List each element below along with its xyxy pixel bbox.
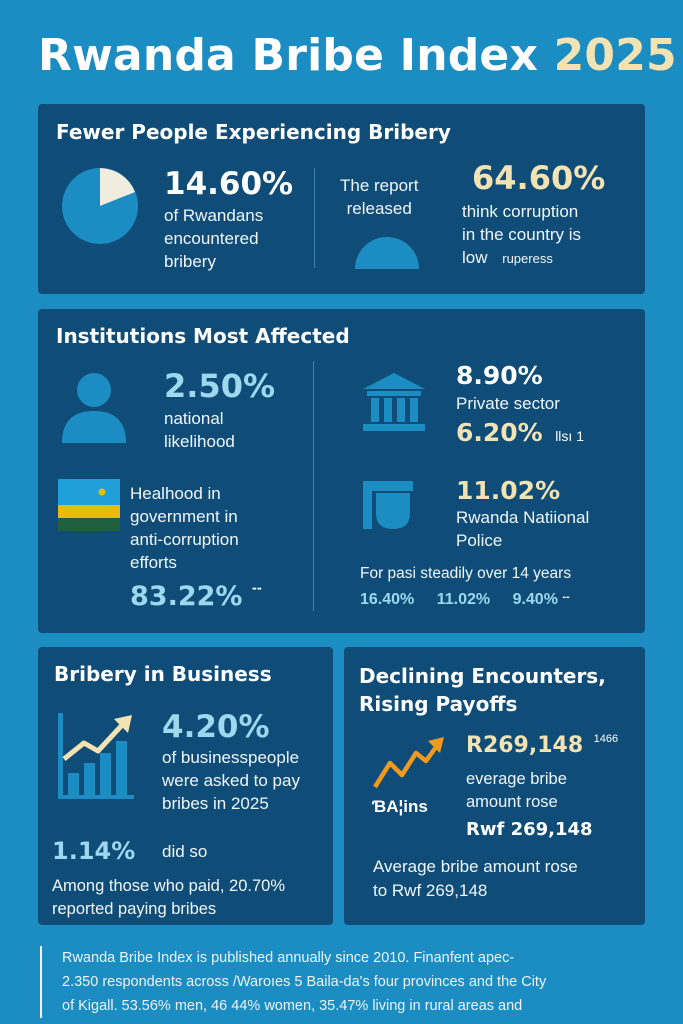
business-asked-pct: 4.20% <box>162 709 270 745</box>
desc-line: of businesspeople <box>162 748 300 767</box>
desc-line: were asked to pay <box>162 771 300 790</box>
desc-line: in the country is <box>462 225 582 244</box>
desc-line: released <box>346 199 412 218</box>
desc-line: everage bribe <box>466 770 567 788</box>
panel-title: Fewer People Experiencing Bribery <box>56 120 451 144</box>
avg-amount-desc <box>466 768 567 814</box>
stat-bribery-pct: 14.60% <box>164 166 294 202</box>
divider <box>313 361 314 611</box>
page-title <box>38 30 677 81</box>
trend-value: 9.40% <box>512 591 558 608</box>
national-likelihood-desc <box>164 407 235 453</box>
police-officer-icon <box>360 475 416 531</box>
business-asked-desc <box>162 746 300 815</box>
panel-title: Bribery in Business <box>54 662 272 686</box>
desc-line: Average bribe amount rose <box>373 857 578 876</box>
desc-line: Healhood in <box>130 484 221 503</box>
title-year: 2025 <box>553 30 677 81</box>
desc-line: amount rose <box>466 793 558 811</box>
private-sector-pct: 8.90% <box>456 361 543 390</box>
police-label <box>456 506 589 552</box>
footer-line: Rwanda Bribe Index is published annually since 2010. Finanfent apec- <box>62 950 515 966</box>
desc-line <box>462 246 581 270</box>
pct-suffix: llsı 1 <box>555 428 584 444</box>
footer-line: of Kigall. 53.56% men, 46 44% women, 35.47% living in rural areas and <box>62 998 523 1014</box>
police-pct: 11.02% <box>456 476 561 505</box>
panel-declining-encounters <box>344 647 645 925</box>
rwf-amount: Rwf 269,148 <box>466 819 593 840</box>
stat-low-corruption-pct: 64.60% <box>472 159 606 197</box>
desc-line: of Rwandans <box>164 206 264 225</box>
desc-line: to Rwf 269,148 <box>373 881 488 900</box>
title-line: Declining Encounters, <box>359 664 606 688</box>
title-line: Rising Payoffs <box>359 692 518 716</box>
avg-summary <box>373 855 578 903</box>
pct-value: 6.20% <box>456 418 543 447</box>
trend-label: For pasi steadily over 14 years <box>360 565 572 582</box>
pct-suffix: -- <box>251 581 262 595</box>
desc-line: efforts <box>130 553 177 572</box>
desc-line: bribes in 2025 <box>162 794 269 813</box>
desc-line: national <box>164 409 224 428</box>
rwanda-flag-icon <box>58 479 120 531</box>
panel-institutions <box>38 309 645 633</box>
desc-line: likelihood <box>164 432 235 451</box>
report-released-text <box>340 174 418 220</box>
desc-line: encountered <box>164 229 259 248</box>
desc-line: Police <box>456 531 503 550</box>
desc-line: anti-corruption <box>130 530 239 549</box>
business-did-label: did so <box>162 842 208 861</box>
desc-line: government in <box>130 507 238 526</box>
stat-low-corruption-desc <box>462 200 581 270</box>
amount-value: R269,148 <box>466 733 584 758</box>
desc-line: The report <box>340 176 419 195</box>
business-paid-desc <box>52 875 285 921</box>
desc-word: ruperess <box>502 251 553 266</box>
footer-line: 2.350 respondents across /Waroıes 5 Baila-da's four provinces and the City <box>62 974 547 990</box>
zigzag-arrow-icon <box>372 735 448 791</box>
pie-chart-icon <box>60 166 140 246</box>
trend-suffix: -- <box>562 591 570 603</box>
amount-tag: 1466 <box>593 733 619 745</box>
trend-values <box>360 591 570 609</box>
divider <box>314 168 315 268</box>
footer-note <box>40 946 640 1018</box>
private-sector-secondary <box>456 418 584 447</box>
desc-line: Among those who paid, 20.70% <box>52 877 285 895</box>
rising-bar-chart-icon <box>58 713 136 801</box>
panel-business <box>38 647 333 925</box>
logo-text: ƁA¦ins <box>372 797 428 816</box>
desc-word: low <box>462 248 488 267</box>
desc-line: think corruption <box>462 202 579 221</box>
bank-building-icon <box>361 371 427 433</box>
title-main: Rwanda Bribe Index <box>38 30 539 81</box>
trend-value: 11.02% <box>436 591 491 608</box>
avg-amount <box>466 733 618 758</box>
panel-title: Institutions Most Affected <box>56 324 350 348</box>
government-efforts-desc <box>130 482 239 574</box>
semicircle-icon <box>354 226 420 270</box>
pct-value: 83.22% <box>130 581 243 612</box>
private-sector-label: Private sector <box>456 394 560 413</box>
trend-value: 16.40% <box>360 591 415 608</box>
business-did-pct: 1.14% <box>52 837 136 865</box>
desc-line: bribery <box>164 252 216 271</box>
government-efforts-pct <box>130 581 262 612</box>
desc-line: Rwanda Natiional <box>456 508 590 527</box>
national-likelihood-pct: 2.50% <box>164 367 276 405</box>
person-icon <box>60 371 128 443</box>
panel-fewer-people <box>38 104 645 294</box>
stat-bribery-desc <box>164 204 263 273</box>
desc-line: reported paying bribes <box>52 900 217 918</box>
panel-title <box>359 662 606 718</box>
